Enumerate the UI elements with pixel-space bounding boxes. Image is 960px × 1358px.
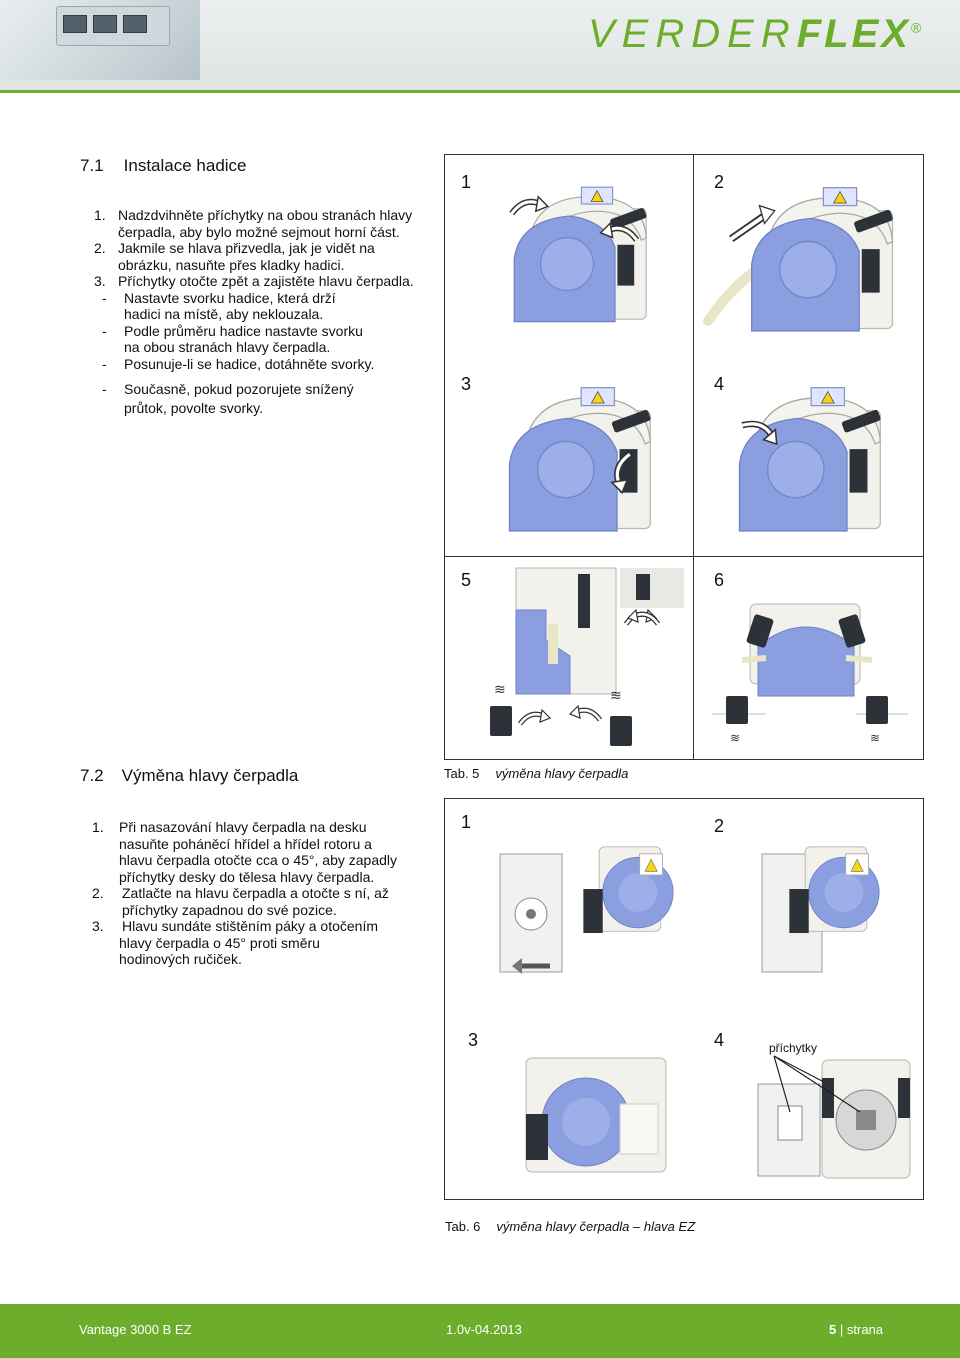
list-item: 3. Příchytky otočte zpět a zajistěte hlavu čerpadla. bbox=[94, 273, 414, 289]
figure-number: 1 bbox=[461, 172, 472, 192]
head-mounted-on-plate-image bbox=[740, 838, 920, 988]
footer-page-number: 5 | strana bbox=[829, 1322, 884, 1337]
pump-head-front-image bbox=[706, 596, 914, 746]
callout-label-clips: příchytky bbox=[769, 1041, 818, 1055]
verderflex-logo: VERDERFLEX® bbox=[588, 12, 929, 56]
list-item: - Nastavte svorku hadice, která drží hadici na místě, aby neklouzala. bbox=[102, 289, 336, 322]
list-item: 2. Zatlačte na hlavu čerpadla a otočte s ní, až příchytky zapadnou do své pozice. bbox=[92, 885, 389, 918]
figure-number: 4 bbox=[714, 1030, 725, 1050]
pump-head-with-tube-image bbox=[698, 180, 918, 340]
header-photo bbox=[0, 0, 200, 80]
list-item: - Posunuje-li se hadice, dotáhněte svorky. bbox=[102, 355, 375, 372]
svg-text:≋: ≋ bbox=[730, 731, 741, 745]
replacement-steps: 1. Při nasazování hlavy čerpadla na desku nasuňte poháněcí hřídel a hřídel rotoru a hlavu čerpadla otočte cca o 45°, aby zapadly příchytky desky do tělesa hlavy čerpadla. 2. Zatlačte na hlavu čerpadla a otočte s ní, až příchytky zapadnou do své pozice. 3. Hlavu sundáte stištěním páky a otočením hlavy čerpadla o 45° proti směru hodinových ručiček. bbox=[92, 819, 432, 968]
section-heading-installation: 7.1 Instalace hadice bbox=[80, 156, 247, 175]
pump-head-image bbox=[500, 180, 670, 330]
list-item: - Podle průměru hadice nastavte svorku na obou stranách hlavy čerpadla. bbox=[102, 322, 363, 355]
pump-head-image bbox=[500, 380, 670, 540]
retaining-clips-detail-image bbox=[738, 1054, 918, 1184]
control-panel-photo bbox=[56, 6, 170, 46]
pump-head-installed-image bbox=[520, 1050, 680, 1180]
figure-number: 2 bbox=[714, 172, 725, 192]
figure-number: 6 bbox=[714, 570, 725, 590]
list-item: 1. Nadzdvihněte příchytky na obou stranách hlavy čerpadla, aby bylo možné sejmout horní část. bbox=[94, 207, 413, 240]
list-item: 2. Jakmile se hlava přizvedla, jak je vidět na obrázku, nasuňte přes kladky hadici. bbox=[94, 240, 375, 273]
figure-caption-tab6: Tab. 6 výměna hlavy čerpadla – hlava EZ bbox=[445, 1219, 696, 1234]
drive-plate-and-head-image bbox=[490, 838, 680, 988]
footer-version: 1.0v-04.2013 bbox=[446, 1322, 522, 1337]
figure-number: 3 bbox=[468, 1030, 479, 1050]
page-header bbox=[0, 0, 960, 93]
section-heading-pump-head-replacement: 7.2 Výměna hlavy čerpadla bbox=[80, 766, 299, 785]
svg-text:≋: ≋ bbox=[870, 731, 881, 745]
figure-number: 4 bbox=[714, 374, 725, 394]
figure-number: 5 bbox=[461, 570, 472, 590]
figure-number: 1 bbox=[461, 812, 472, 832]
grid-divider bbox=[444, 556, 924, 557]
page-footer bbox=[0, 1304, 960, 1358]
list-item: - Současně, pokud pozorujete snížený průtok, povolte svorky. bbox=[102, 381, 354, 416]
figure-caption-tab5: Tab. 5 výměna hlavy čerpadla bbox=[444, 766, 629, 781]
footer-product-name: Vantage 3000 B EZ bbox=[79, 1322, 192, 1337]
list-item: 1. Při nasazování hlavy čerpadla na desku bbox=[92, 819, 367, 835]
installation-steps bbox=[94, 207, 434, 418]
tube-clamp-detail-image bbox=[486, 560, 694, 752]
svg-text:≋: ≋ bbox=[610, 687, 622, 703]
figure-number: 2 bbox=[714, 816, 725, 836]
figure-number: 3 bbox=[461, 374, 472, 394]
list-item: 3. Hlavu sundáte stištěním páky a otočením bbox=[92, 918, 379, 934]
svg-text:≋: ≋ bbox=[494, 681, 506, 697]
pump-head-image bbox=[730, 380, 900, 540]
